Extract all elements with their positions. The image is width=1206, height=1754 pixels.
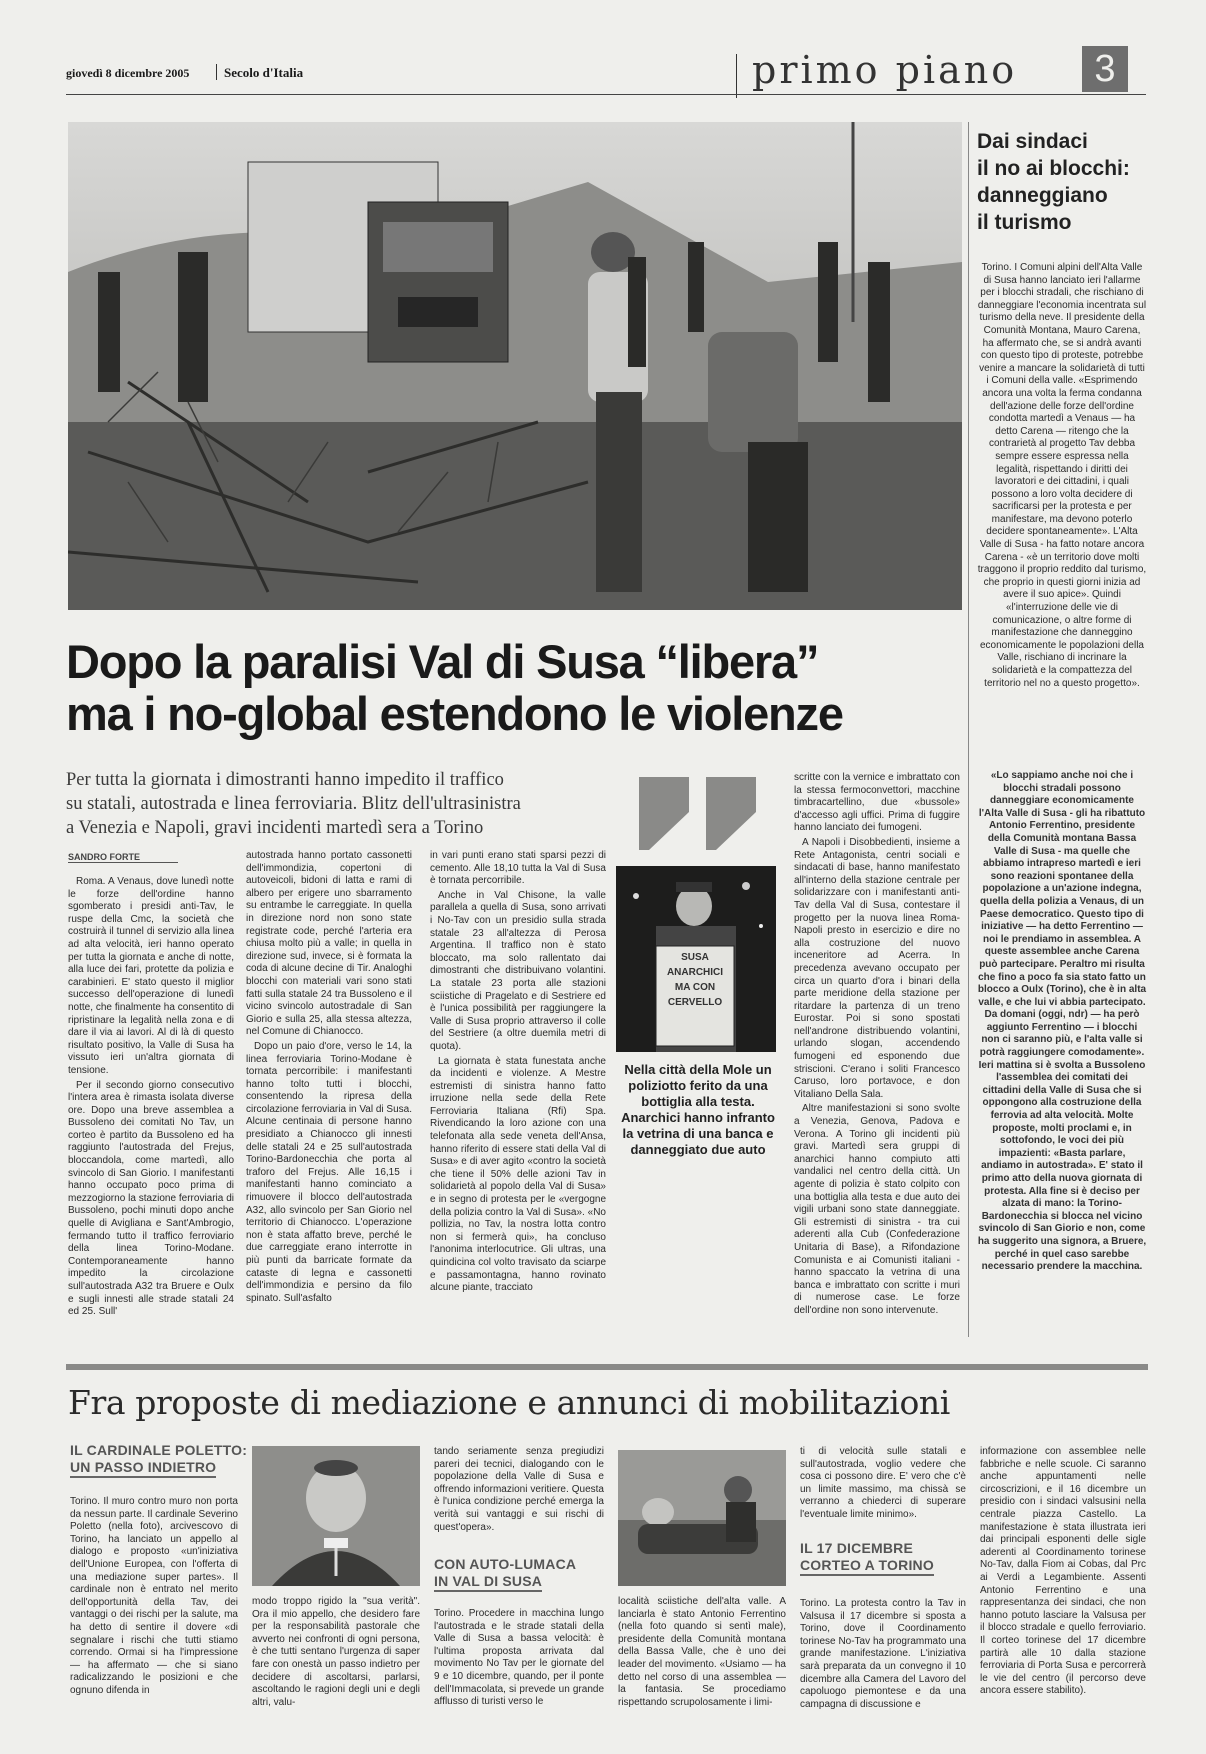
deck-line: a Venezia e Napoli, gravi incidenti martedì sera a Torino [66,818,484,838]
box4-body [980,1446,1146,1746]
header-divider [216,64,217,80]
box2-top [434,1446,604,1546]
inset-photo-caption [616,1062,780,1158]
header-date: giovedì 8 dicembre 2005 [66,66,190,80]
section-title: primo piano [752,48,1018,92]
paragraph: Roma. A Venaus, dove lunedì notte le forze dell'ordine hanno sgomberato i presidi anti-Tav, le ruspe della Cmc, la società che costruirà il tunnel di servizio alla linea ad alta velocità, ieri hanno operato per tutta la giornata e anche di notte, alla luce dei fari, protette da polizia e carabinieri. E' stato questo il miglior successo dell'operazione di lunedì notte, che finalmente ha consentito di ripristinare la legalità nella zona e di dare il via ai lavori. Al di là di questo risultato positivo, la Valle di Susa ha vissuto ieri un'altra giornata di tensione. [68,876,234,1076]
sidebar-bold-text: «Lo sappiamo anche noi che i blocchi stradali possono danneggiare economicamente l'Alta Valle di Susa - gli ha ribattuto Antonio Ferrentino, presidente della Comunità montana Bassa Valle di Susa - ma quelle che abbiamo intrapreso martedì e ieri sono reazioni spontanee della popolazione a un'azione indegna, quella della polizia a Venaus, di un Paese democratico. Questo tipo di iniziative — ha detto Ferrentino — noi le prendiamo in assemblea. A queste assemblee anche Carena può partecipare. Peraltro mi risulta che fino a poco fa sia stato fatto un blocco a Oulx (Torino), che è in alta valle, e che lui vi abbia partecipato. Da domani (oggi, ndr) — ha però aggiunto Ferrentino — i blocchi non ci saranno più, e l'alta valle si potrà raggiungere comodamente». Ieri mattina si è svolta a Bussoleno l'assemblea dei comitati dei cittadini della Valle di Susa che si oppongono alla costruzione della ferrovia ad alta velocità. Molte proposte, molti proclami e, in sottofondo, le voci dei più impazienti: «Basta parlare, andiamo in autostrada». E' stato il primo atto della nuova giornata di protesta. Alla fine si è deciso per alzata di mano: la Torino-Bardonecchia si blocca nel vicino svincolo di San Giorio e non, come ha suggerito una signora, a Bruere, perché in quel caso sarebbe necessario prendere la macchina. [977,770,1147,1273]
sidebar-headline [977,128,1147,236]
sidebar-body [977,262,1147,770]
box3-top-text: ti di velocità sulle statali e sull'autostrada, voglio vedere che cosa ci possono dire. E' vero che c'è un limite massimo, ma chissà se verranno a chiederci di superare l'eventuale limite minimo». [800,1446,966,1520]
box2-title [434,1556,604,1592]
paragraph: Dopo un paio d'ore, verso le 14, la linea ferroviaria Torino-Modane è tornata percorribile: i manifestanti hanno tolto tutti i blocchi, consentendo la ripresa della circolazione ferroviaria in Val di Susa. Alcune centinaia di persone hanno presidiato a Chianocco gli innesti delle statali 24 e 25 sull'autostrada Torino-Bardonecchia che porta al traforo del Frejus. Alle 16,15 i manifestanti hanno cominciato a rimuovere il blocco dell'autostrada A32, allo svincolo per San Giorio nel territorio di Chianocco. L'operazione non è stata affatto breve, perché le due carreggiate erano interrotte in più punti da barricate formate da cataste di legna e cassonetti dell'immondizia e persino da filo spinato. Sull'asfalto [246,1040,412,1304]
byline [68,852,178,863]
header-section-rule [736,54,737,98]
sidebar-bold-body [977,770,1147,1338]
page-number: 3 [1094,48,1116,90]
deck [66,768,586,840]
box3-top [800,1446,966,1536]
box1-body-text: Torino. Il muro contro muro non porta da nessun parte. Il cardinale Severino Poletto (nella foto), arcivescovo di Torino, ha lanciato un appello al dialogo e proposto «un'iniziativa dell'Unione Europea, con l'offerta di una mediazione super partes». Il cardinale non è entrato nel merito dell'opportunità della Tav, dei vantaggi o dei rischi per la salute, ma ha detto di sentire il dovere «di segnalare i rischi che tutti stiamo correndo. Ormai si ha l'impressione — ha affermato — che si siano radicalizzando le posizioni e che ognuno difenda in [70,1496,238,1696]
box2-body-text: Torino. Procedere in macchina lungo l'autostrada e le strade statali della Valle di Susa a bassa velocità: è l'ultima proposta arrivata dal movimento No Tav per le giornate del 9 e 10 dicembre, quando, per il ponte dell'Immacolata, si prevede un grande afflusso di turisti verso le [434,1608,604,1708]
paragraph: in vari punti erano stati sparsi pezzi di cemento. Alle 18,10 tutta la Val di Susa è tornata percorribile. [430,850,606,887]
box4-body-text: informazione con assemblee nelle fabbriche e nelle scuole. Ci saranno anche appuntamenti nelle circoscrizioni, e il 16 dicembre un presidio con i sindaci valsusini nella centrale piazza Castello. La manifestazione è stata illustrata ieri dai principali esponenti delle sigle aderenti al Coordinamento torinese No-Tav, dalla Fiom ai Cobas, dal Prc ai Verdi a Legambiente. Assenti Antonio Ferrentino e una rappresentanza dei sindaci, che non hanno potuto lasciare la Valsusa per il blocco stradale e quello ferroviario. Il corteo torinese del 17 dicembre partirà alle 10 dalla stazione ferroviaria di Porta Susa e percorrerà le vie del centro (il percorso deve ancora essere stabilito). [980,1446,1146,1697]
page-number-box [1082,46,1128,92]
bottom-rule [66,1364,1148,1370]
sidebar-body-text: Torino. I Comuni alpini dell'Alta Valle di Susa hanno lanciato ieri l'allarme per i blocchi stradali, che rischiano di danneggiare l'economia incentrata sul turismo della neve. Il presidente della Comunità Montana, Mauro Carena, ha affermato che, se si andrà avanti con questo tipo di proteste, potrebbe venire a mancare la solidarietà di tutti i Comuni della valle. «Esprimendo ancora una volta la ferma condanna dell'azione delle forze dell'ordine condotta martedì a Venaus — ha detto Carena — ritengo che la contrarietà al progetto Tav debba sempre essere espressa nella legalità, rispettando i diritti dei lavoratori e dei cittadini, i quali possono a loro volta decidere di sacrificarsi per la protesta e per manifestare, ma devono poterlo decidere spontaneamente». L'Alta Valle di Susa - ha fatto notare ancora Carena - «è un territorio dove molti traggono il proprio reddito dal turismo, che proprio in questi giorni inizia ad avere il suo apice». Quindi «l'interruzione delle vie di comunicazione, o altre forme di manifestazione che danneggino economicamente le popolazioni della Valle, rischiano di incrinare la solidarietà e la compattezza del territorio nel no a questo progetto». [977,262,1147,689]
box2-title-line: CON AUTO-LUMACA [434,1556,577,1572]
main-headline [66,636,966,740]
bottom-headline [68,1384,1148,1422]
main-photo-illustration [68,122,962,610]
page-header [66,48,1146,102]
lead-column-4 [794,772,960,1338]
box2-title-line: IN VAL DI SUSA [434,1573,542,1592]
box2-continuation [618,1596,786,1746]
header-rule [66,94,1146,95]
paragraph: Altre manifestazioni si sono svolte a Venezia, Genova, Padova e Verona. A Torino gli incidenti più gravi. Martedì sera gruppi di anarchici hanno compiuto atti vandalici nel centro della città. Un agente di polizia è stato colpito con una bottiglia alla testa e due auto dei vigili urbani sono state danneggiate. Gli estremisti di sinistra - tra cui aderenti alla Cub (Confederazione Unitaria di Base), a Rifondazione Comunista e ai Comunisti italiani - hanno spaccato la vetrina di una banca e imbrattato con scritte i muri di numerose case. Le forze dell'ordine non sono intervenute. [794,1103,960,1316]
deck-line: Per tutta la giornata i dimostranti hanno impedito il traffico [66,770,504,790]
bottom-headline-text: Fra proposte di mediazione e annunci di mobilitazioni [68,1383,950,1422]
deck-line: su statali, autostrada e linea ferroviaria. Blitz dell'ultrasinistra [66,794,521,814]
main-photo [68,122,962,610]
main-headline-line2: ma i no-global estendono le violenze [66,687,843,740]
sidebar-divider [968,122,969,1337]
box1-cont-text: modo troppo rigido la "sua verità". Ora il mio appello, che desidero fare per la responsabilità pastorale che avverto nei confronti di ogni persona, è che tutti sentano l'urgenza di saper fare con onestà un passo indietro per decidere di ascoltarsi, parlarsi, ascoltando le ragioni degli uni e degli altri, valu- [252,1596,420,1708]
box3-title-line: CORTEO A TORINO [800,1557,934,1576]
sidebar-headline-line: il no ai blocchi: [977,157,1130,180]
box1-title-line: IL CARDINALE POLETTO: [70,1442,248,1458]
paragraph: A Napoli i Disobbedienti, insieme a Rete Antagonista, centri sociali e sindacati di base, hanno manifestato all'interno della stazione centrale per solidarizzare con i manifestanti anti-Tav della Val di Susa, contestare il progetto per la nuova linea Roma-Napoli presto in esercizio e dire no alla costruzione del nuovo inceneritore ad Acerra. In precedenza avevano occupato per circa un quarto d'ora i binari della parte meridione della stazione per ritardare la partenza di un treno Eurostar. Poi si sono spostati nell'androne distribuendo volantini, urlando slogan, accendendo fumogeni ed esponendo due striscioni. C'erano i soliti Francesco Caruso, loro portavoce, e don Vitaliano Della Sala. [794,836,960,1100]
paragraph: scritte con la vernice e imbrattato con la stessa fermoconvettori, macchine timbracartellino, due «bussole» d'accesso agli uffici. Prima di fuggire hanno lanciato dei fumogeni. [794,772,960,834]
box3-body-text: Torino. La protesta contro la Tav in Valsusa il 17 dicembre si sposta a Torino, dove il Coordinamento torinese No-Tav ha programmato una grande manifestazione. L'iniziativa sarà preparata da un convegno il 10 dicembre alla Camera del Lavoro del capoluogo piemontese e da una campagna di discussione e [800,1598,966,1710]
lead-column-1 [68,876,234,1338]
box1-body [70,1496,238,1746]
box1-title [70,1442,250,1478]
paragraph: autostrada hanno portato cassonetti dell'immondizia, copertoni di autoveicoli, bidoni di latta e rami di albero per erigere uno sbarramento su entrambe le carreggiate. In quella in direzione nord non sono state registrate code, perché l'arteria era chiusa molto più a valle; in quella in direzione sud, invece, si è formata la coda di alcune decine di Tir. Analoghi blocchi con materiali vari sono stati fatti sulla statale 24 tra Bussoleno e il vicino svincolo autostradale di San Giorio e sulla 25, alla stessa altezza, nel Comune di Chianocco. [246,850,412,1038]
box1-title-line: UN PASSO INDIETRO [70,1459,216,1478]
box3-title-line: IL 17 DICEMBRE [800,1540,914,1556]
ferrentino-photo-illustration [618,1450,786,1586]
box1-continuation [252,1596,420,1746]
sidebar-headline-line: Dai sindaci [977,130,1088,153]
box2-cont-text: località sciistiche dell'alta valle. A lanciarla è stato Antonio Ferrentino (nella foto quando si sentì male), presidente della Comunità montana della Bassa Valle, che è uno dei leader del movimento. «Usiamo — ha detto nel corso di una assemblea — la fantasia. Se procediamo rispettando scrupolosamente i limi- [618,1596,786,1708]
paragraph: Anche in Val Chisone, la valle parallela a quella di Susa, sono arrivati i No-Tav con un presidio sulla strada statale 23 all'altezza di Perosa Argentina. Il traffico non è stato bloccato, ma solo rallentato dai dimostranti che distribuivano volantini. La statale 23 porta alle stazioni sciistiche di Pragelato e di Sestriere ed è l'unica possibilità per raggiungere la Valle di Susa proprio attraverso il colle del Sestriere (a oltre duemila metri di quota). [430,889,606,1052]
paragraph: La giornata è stata funestata anche da incidenti e violenze. A Mestre estremisti di sinistra hanno fatto irruzione nella sede della Rete Ferroviaria Italiana (Rfi) Spa. Rivendicando la loro azione con una telefonata alla sede veneta dell'Ansa, hanno riferito di essere stati della Val di Susa» e di aver agito «contro la società che tiene il 50% delle azioni Tav in solidarietà al popolo della Val di Susa» e in segno di protesta per le «vergogne della polizia contro la Val di Susa». «No pollizia, no Tav, la nostra lotta contro non si fermerà qui», ha concluso l'anonima interlocutrice. Gli ultras, una quindicina col volto travisato da sciarpe e passamontagna, hanno rovinato alcune piante, tracciato [430,1055,606,1294]
box2-top-text: tando seriamente senza pregiudizi pareri dei tecnici, dialogando con le popolazione della Valle di Susa e offrendo informazioni veritiere. Questa è l'unica condizione perché emerga la verità sui vantaggi e sui rischi di quest'opera». [434,1446,604,1533]
protest-sign-text: SUSA ANARCHICI MA CON CERVELLO [666,952,724,1008]
quote-mark-graphic [634,772,764,852]
sidebar-headline-line: il turismo [977,211,1072,234]
lead-column-2 [246,850,412,1338]
paragraph: Per il secondo giorno consecutivo l'intera area è rimasta isolata diverse ore. Dopo una breve assemblea a Bussoleno dei comitati No Tav, un corteo è partito da Bussoleno ed ha raggiunto l'autostrada del Frejus, bloccandola, come martedì, allo svincolo di San Giorio. I manifestanti hanno occupato poco prima di mezzogiorno la stazione ferroviaria di Bussoleno, pochi minuti dopo anche quelle di Avigliana e Sant'Ambrogio, fermando tutto il traffico ferroviario della linea Torino-Modane. Contemporaneamente hanno impedito la circolazione sull'autostrada A32 tra Bruere e Oulx e sugli innesti alle strade statali 24 ed 25. Sull' [68,1079,234,1318]
cardinal-photo-illustration [252,1446,420,1586]
header-paper-name: Secolo d'Italia [224,65,304,80]
box3-title [800,1540,966,1576]
box2-body [434,1608,604,1746]
ferrentino-photo [618,1450,786,1586]
main-headline-line1: Dopo la paralisi Val di Susa “libera” [66,635,819,688]
lead-column-3 [430,850,606,1338]
inset-photo [616,866,776,1052]
byline-name: SANDRO FORTE [68,852,140,862]
box3-body [800,1598,966,1746]
cardinal-photo [252,1446,420,1586]
caption-text: Nella città della Mole un poliziotto ferito da una bottiglia alla testa. Anarchici hanno infranto la vetrina di una banca e danneggiato due auto [621,1062,775,1157]
sidebar-headline-line: danneggiano [977,184,1108,207]
